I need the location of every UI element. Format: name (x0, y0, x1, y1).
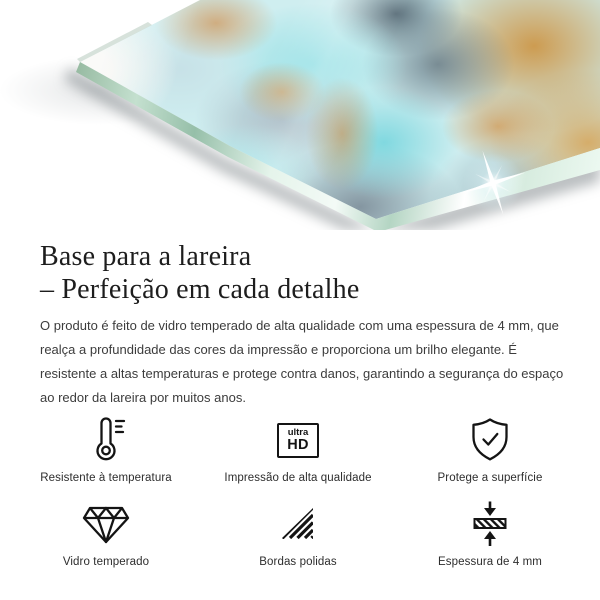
feature-print-quality (202, 414, 394, 484)
feature-temperature-resistant (10, 414, 202, 484)
feature-surface-protection (394, 414, 586, 484)
feature-label: Vidro temperado (62, 556, 150, 568)
ultra-hd-text-top: ultra (287, 426, 309, 438)
diamond-icon (80, 498, 132, 550)
polished-edges-icon (281, 498, 315, 550)
feature-polished-edges (202, 498, 394, 568)
product-photo[interactable] (0, 0, 600, 230)
feature-label: Protege a superfície (437, 472, 543, 484)
feature-label: Bordas polidas (259, 556, 337, 568)
feature-thickness (394, 498, 586, 568)
page-title (40, 240, 560, 306)
feature-label: Resistente à temperatura (40, 472, 172, 484)
page-title-line1: Base para a lareira (40, 241, 252, 272)
ultra-hd-icon (277, 414, 319, 466)
ultra-hd-text-bottom: HD (287, 436, 309, 453)
sparkle-flare-icon (455, 145, 531, 221)
compress-arrows-icon (470, 498, 510, 550)
feature-tempered-glass (10, 498, 202, 568)
page-title-line2: – Perfeição em cada detalhe (40, 274, 360, 305)
feature-label: Impressão de alta qualidade (224, 472, 372, 484)
thermometer-icon (83, 414, 129, 466)
shield-check-icon (468, 414, 512, 466)
product-description: O produto é feito de vidro temperado de alta qualidade com uma espessura de 4 mm, que realça a profundidade das cores da impressão e proporciona um brilho elegante. É resistente a altas temperaturas e protege contra danos, garantindo a segurança do espaço ao redor da lareira por muitos anos. (40, 318, 564, 405)
feature-label: Espessura de 4 mm (438, 556, 542, 568)
features-grid (10, 414, 586, 568)
